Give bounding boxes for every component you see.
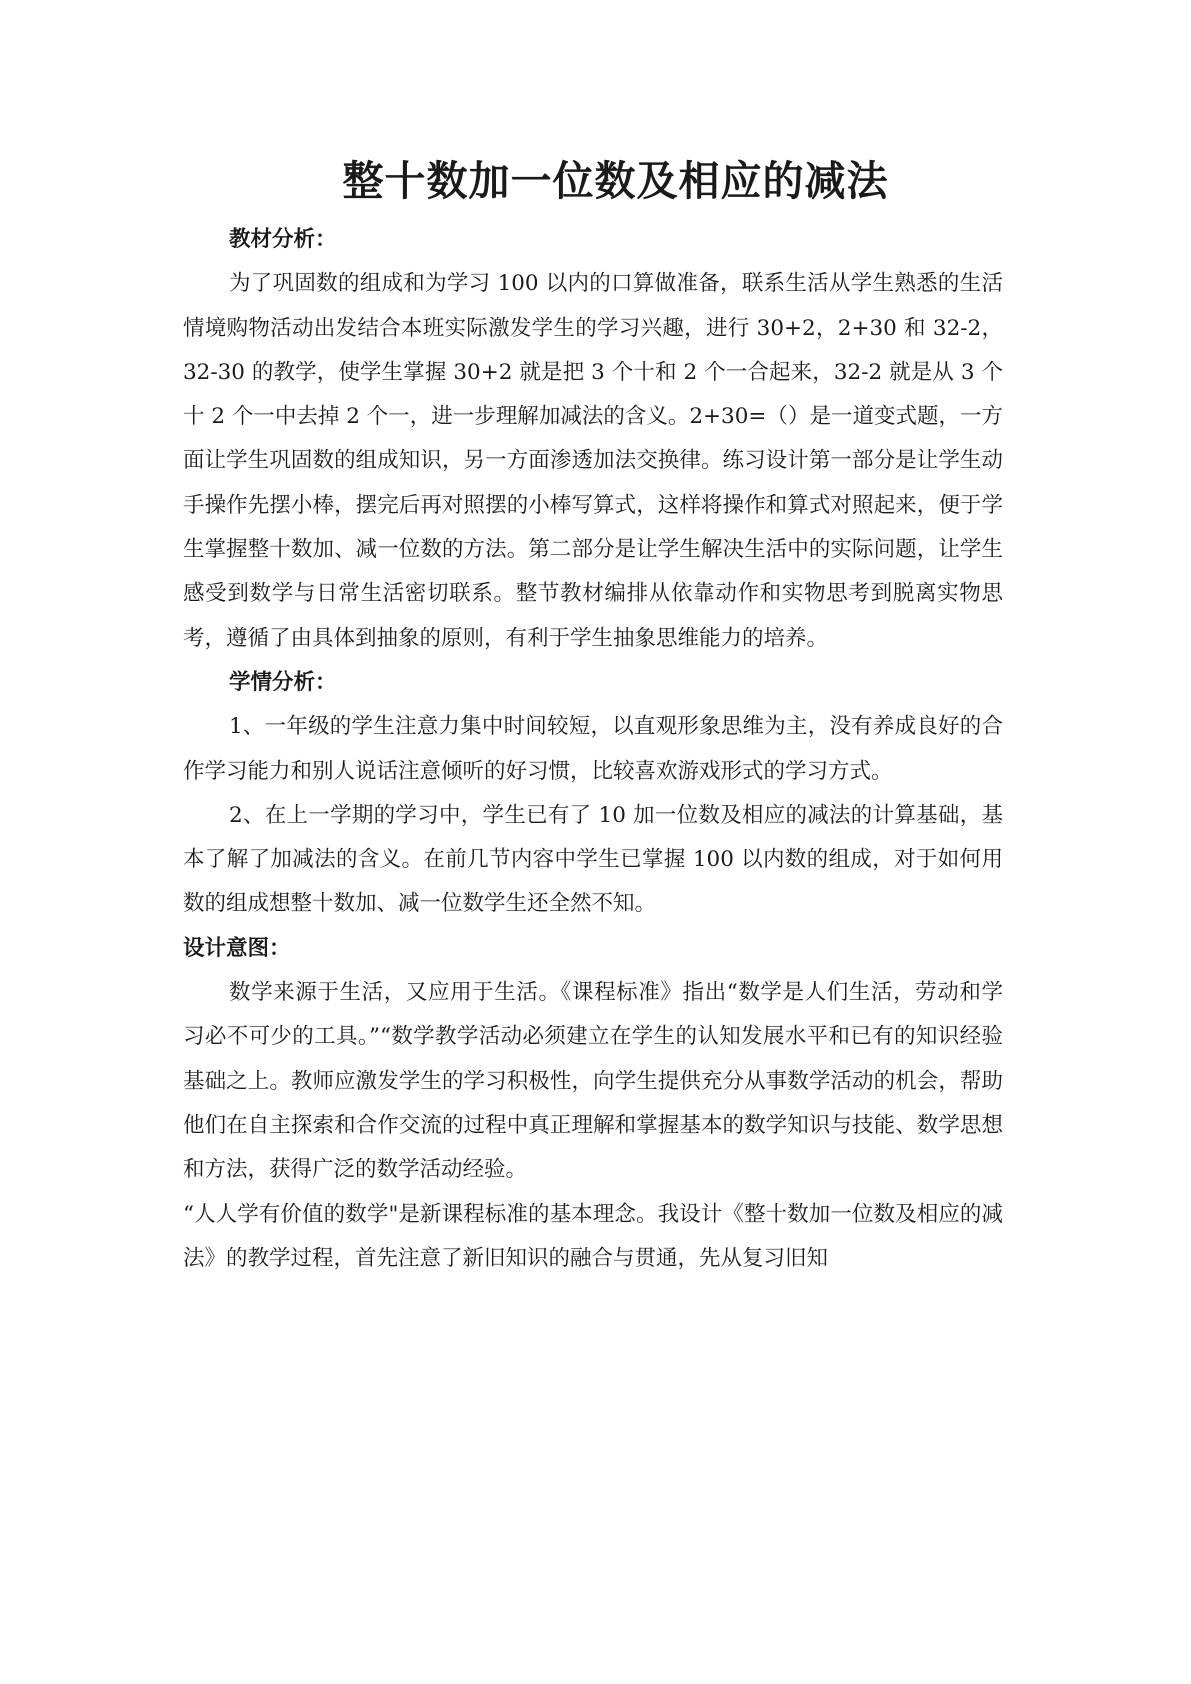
learner-analysis-item-2: 2、在上一学期的学习中，学生已有了 10 加一位数及相应的减法的计算基础，基本了解了加减法的含义。在前几节内容中学生已掌握 100 以内数的组成，对于如何用数的组成想整十数加、减一位数学生还全然不知。	[183, 802, 1003, 917]
page-title: 整十数加一位数及相应的减法	[342, 157, 889, 205]
section-heading-material: 教材分析：	[229, 227, 337, 252]
section-heading-learner: 学情分析：	[229, 669, 337, 695]
design-intent-paragraph-1: 数学来源于生活，又应用于生活。《课程标准》指出“数学是人们生活，劳动和学习必不可少的工具。”“数学教学活动必须建立在学生的认知发展水平和已有的知识经验基础之上。教师应激发学生的学习积极性，向学生提供充分从事数学活动的机会，帮助他们在自主探索和合作交流的过程中真正理解和掌握基本的数学知识与技能、数学思想和方法，获得广泛的数学活动经验。	[183, 980, 1003, 1183]
document-body	[183, 218, 1003, 1281]
learner-analysis-item-1: 1、一年级的学生注意力集中时间较短，以直观形象思维为主，没有养成良好的合作学习能力和别人说话注意倾听的好习惯，比较喜欢游戏形式的学习方式。	[183, 714, 1003, 784]
material-analysis-paragraph: 为了巩固数的组成和为学习 100 以内的口算做准备，联系生活从学生熟悉的生活情境购物活动出发结合本班实际激发学生的学习兴趣，进行 30+2，2+30 和 32-2，32-30 的教学，使学生掌握 30+2 就是把 3 个十和 2 个一合起来，32-2 就是从 3 个十 2 个一中去掉 2 个一，进一步理解加减法的含义。2+30=（）是一道变式题，一方面让学生巩固数的组成知识，另一方面渗透加法交换律。练习设计第一部分是让学生动手操作先摆小棒，摆完后再对照摆的小棒写算式，这样将操作和算式对照起来，便于学生掌握整十数加、减一位数的方法。第二部分是让学生解决生活中的实际问题，让学生感受到数学与日常生活密切联系。整节教材编排从依靠动作和实物思考到脱离实物思考，遵循了由具体到抽象的原则，有利于学生抽象思维能力的培养。	[183, 271, 1003, 651]
section-heading-design: 设计意图：	[183, 935, 291, 961]
design-intent-paragraph-2: “人人学有价值的数学"是新课程标准的基本理念。我设计《整十数加一位数及相应的减法》的教学过程，首先注意了新旧知识的融合与贯通，先从复习旧知	[183, 1201, 1003, 1271]
